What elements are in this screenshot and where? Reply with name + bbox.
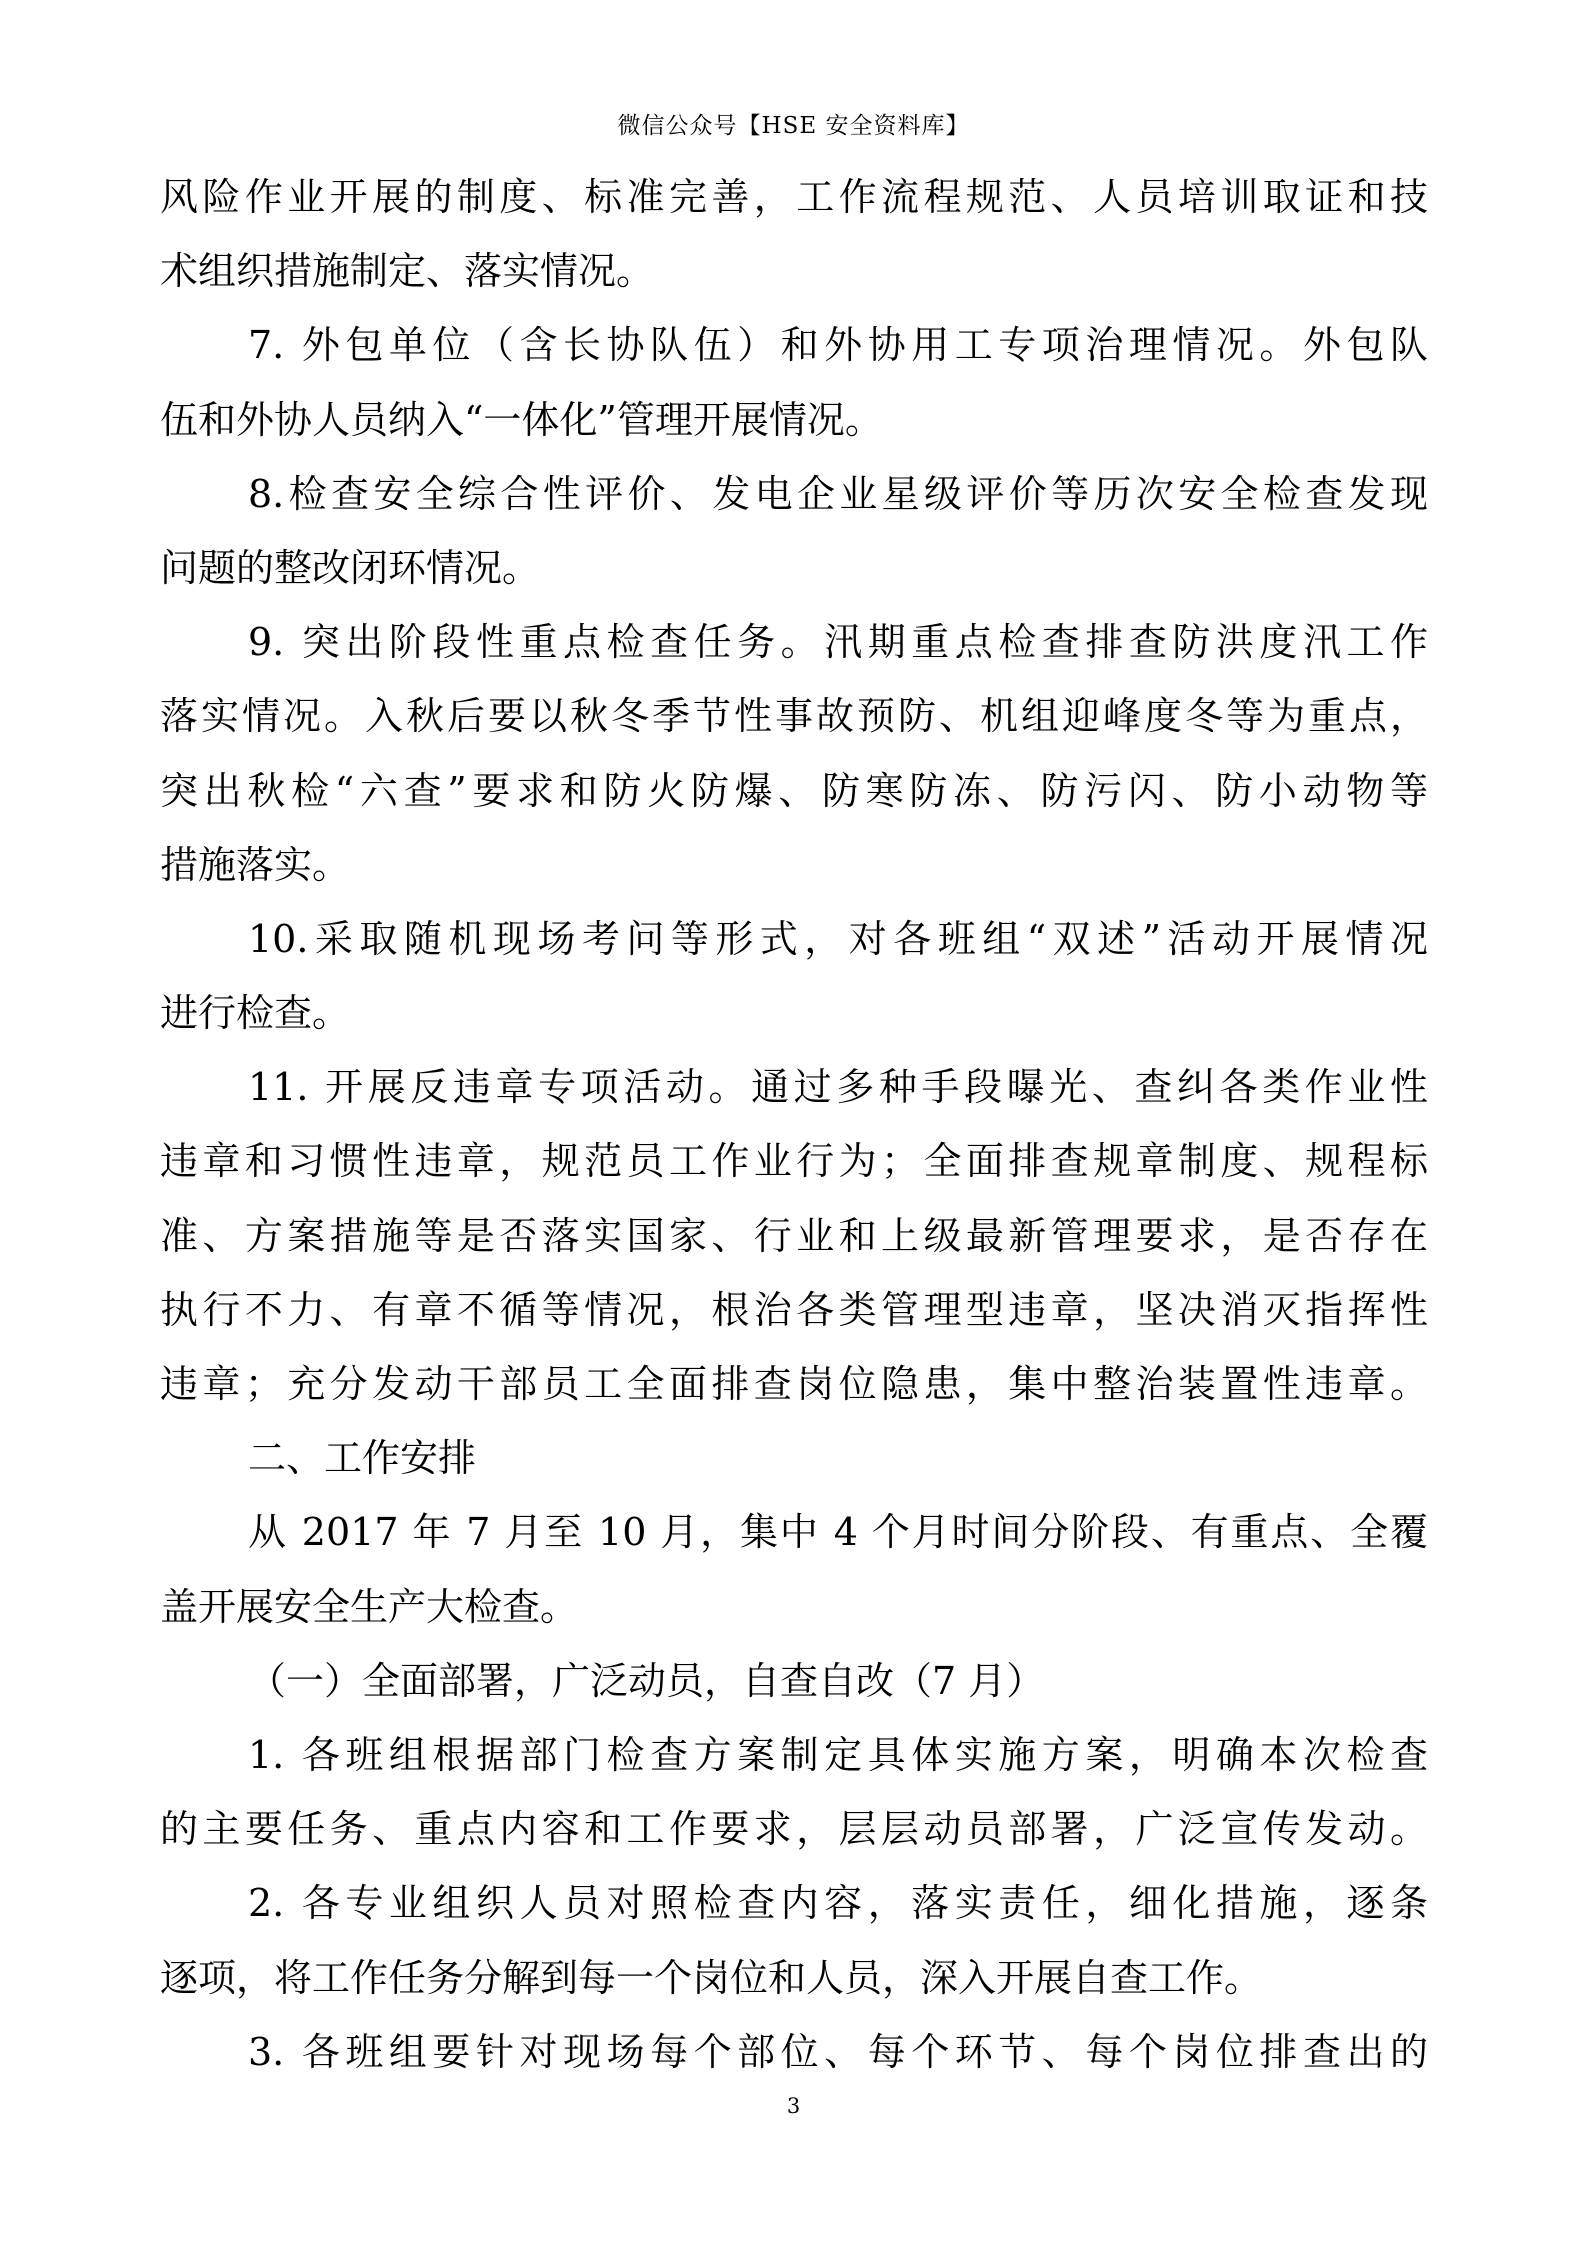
text-line: 风险作业开展的制度、标准完善，工作流程规范、人员培训取证和技	[160, 175, 1428, 219]
text-line: 从 2017 年 7 月至 10 月，集中 4 个月时间分阶段、有重点、全覆	[248, 1510, 1428, 1555]
text-line: 问题的整改闭环情况。	[160, 545, 541, 590]
text-line: 2. 各专业组织人员对照检查内容，落实责任，细化措施，逐条	[248, 1881, 1428, 1926]
text-line: 突出秋检“六查”要求和防火防爆、防寒防冻、防污闪、防小动物等	[160, 768, 1428, 813]
text-line: 10.采取随机现场考问等形式，对各班组“双述”活动开展情况	[248, 916, 1428, 961]
document-header: 微信公众号【HSE 安全资料库】	[617, 113, 970, 139]
text-line: 3. 各班组要针对现场每个部位、每个环节、每个岗位排查出的	[248, 2029, 1428, 2074]
text-line: 伍和外协人员纳入“一体化”管理开展情况。	[160, 397, 883, 442]
document-body	[160, 160, 1428, 2089]
text-line: 术组织措施制定、落实情况。	[160, 249, 655, 294]
text-line: 11. 开展反违章专项活动。通过多种手段曝光、查纠各类作业性	[248, 1065, 1428, 1110]
text-line: 逐项，将工作任务分解到每一个岗位和人员，深入开展自查工作。	[160, 1955, 1263, 2000]
text-line: 违章；充分发动干部员工全面排查岗位隐患，集中整治装置性违章。	[160, 1362, 1428, 1406]
text-line: 进行检查。	[160, 991, 351, 1036]
text-line: 执行不力、有章不循等情况，根治各类管理型违章，坚决消灭指挥性	[160, 1287, 1428, 1332]
text-line: 准、方案措施等是否落实国家、行业和上级最新管理要求，是否存在	[160, 1213, 1428, 1258]
text-line: 措施落实。	[160, 842, 351, 887]
section-heading: 二、工作安排	[248, 1436, 477, 1481]
text-line: 7. 外包单位（含长协队伍）和外协用工专项治理情况。外包队	[248, 323, 1428, 368]
text-line: 9. 突出阶段性重点检查任务。汛期重点检查排查防洪度汛工作	[248, 620, 1428, 665]
text-line: 1. 各班组根据部门检查方案制定具体实施方案，明确本次检查	[248, 1732, 1428, 1777]
subsection-heading: （一）全面部署，广泛动员，自查自改（7 月）	[248, 1658, 1045, 1703]
text-line: 落实情况。入秋后要以秋冬季节性事故预防、机组迎峰度冬等为重点，	[160, 694, 1428, 739]
text-line: 盖开展安全生产大检查。	[160, 1584, 579, 1629]
page-number: 3	[786, 2094, 801, 2118]
text-line: 8.检查安全综合性评价、发电企业星级评价等历次安全检查发现	[248, 471, 1428, 516]
text-line: 违章和习惯性违章，规范员工作业行为；全面排查规章制度、规程标	[160, 1139, 1428, 1184]
text-line: 的主要任务、重点内容和工作要求，层层动员部署，广泛宣传发动。	[160, 1807, 1428, 1852]
